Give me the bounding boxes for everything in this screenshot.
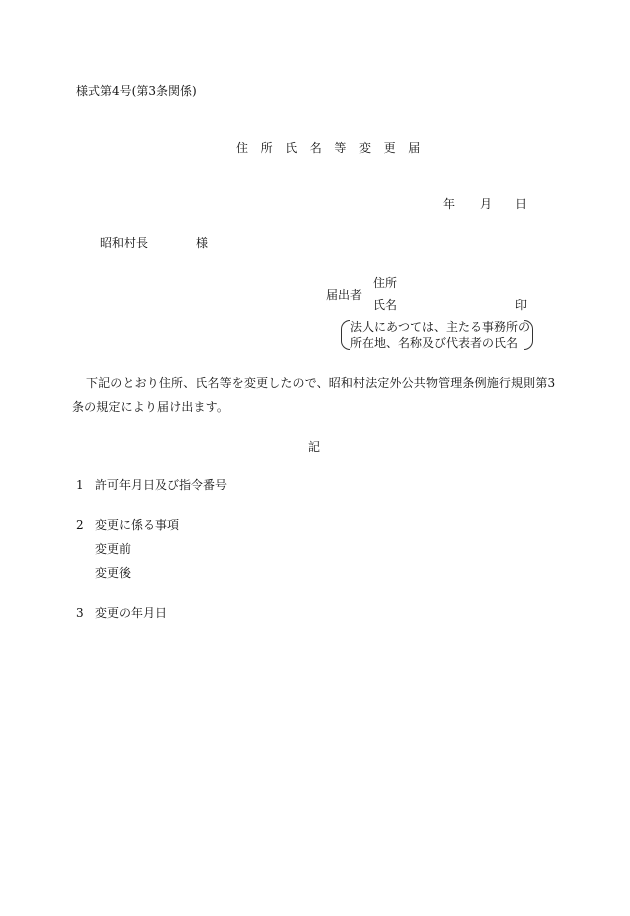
- body-line-2: 条の規定により届け出ます。: [72, 400, 229, 414]
- item-number: 2: [76, 518, 84, 532]
- date-year-label: 年: [443, 197, 456, 211]
- item-label: 変更に係る事項: [95, 518, 180, 532]
- item-number: 1: [76, 478, 84, 492]
- address-label: 住所: [373, 276, 398, 290]
- left-bracket: [341, 320, 350, 350]
- sub-item-after: 変更後: [95, 566, 132, 580]
- name-label: 氏名: [373, 298, 398, 312]
- item-label: 許可年月日及び指令番号: [95, 478, 228, 492]
- seal-mark: 印: [515, 298, 528, 312]
- right-bracket: [524, 320, 533, 350]
- addressee-honorific: 様: [196, 236, 209, 250]
- sub-item-before: 変更前: [95, 542, 132, 556]
- item-label: 変更の年月日: [95, 606, 168, 620]
- corporate-note-line2: 所在地、名称及び代表者の氏名: [350, 336, 519, 350]
- date-day-label: 日: [515, 197, 528, 211]
- addressee-name: 昭和村長: [100, 236, 149, 250]
- date-month-label: 月: [480, 197, 493, 211]
- form-number: 様式第4号(第3条関係): [76, 84, 197, 98]
- applicant-label: 届出者: [326, 288, 363, 302]
- record-heading: 記: [308, 440, 321, 454]
- body-line-1: 下記のとおり住所、氏名等を変更したので、昭和村法定外公共物管理条例施行規則第3: [86, 376, 556, 390]
- page-title: 住所氏名等変更届: [236, 141, 433, 155]
- corporate-note-line1: 法人にあつては、主たる事務所の: [350, 320, 531, 334]
- item-number: 3: [76, 606, 84, 620]
